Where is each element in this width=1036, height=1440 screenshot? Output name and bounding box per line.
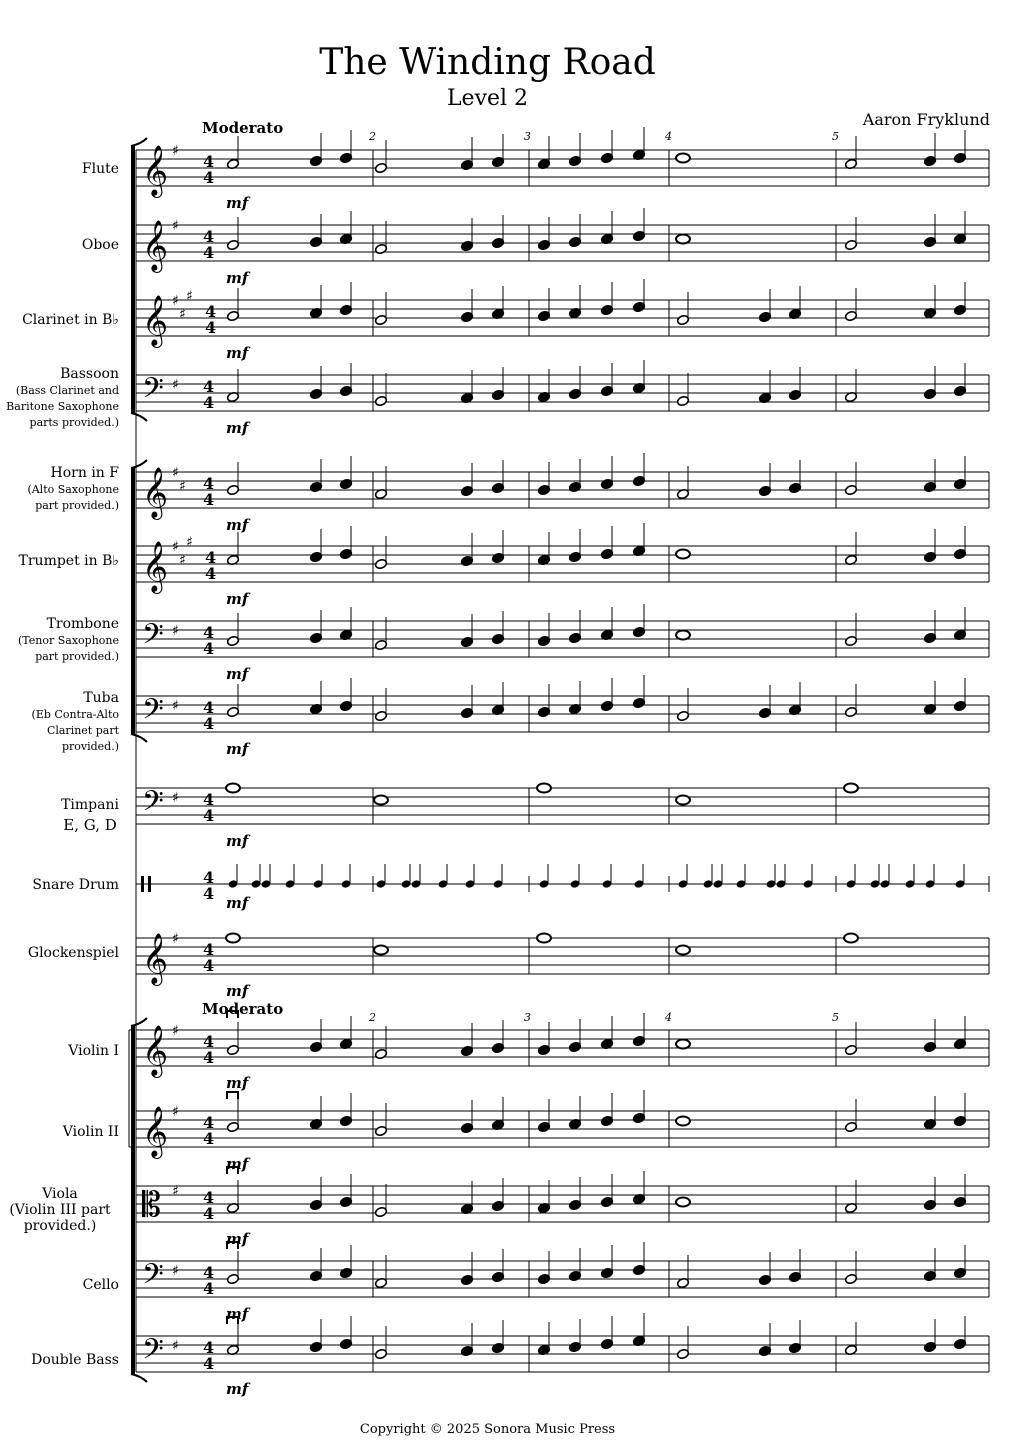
- bracket: [131, 1374, 147, 1382]
- instrument-label-timpani: Timpani E, G, D: [61, 797, 119, 834]
- whole-note: [537, 934, 551, 943]
- time-signature-bottom: 4: [203, 393, 215, 412]
- instrument-label-violin1: Violin I: [68, 1043, 119, 1059]
- instrument-label-snare: Snare Drum: [32, 877, 119, 893]
- time-signature-top: 4: [203, 1113, 215, 1132]
- sharp-icon: ♯: [172, 293, 179, 309]
- instrument-label-double-bass: Double Bass: [31, 1352, 119, 1368]
- composer: Aaron Fryklund: [862, 110, 990, 129]
- measure-number: 4: [665, 1011, 672, 1024]
- score-subtitle: Level 2: [446, 86, 529, 111]
- time-signature-top: 4: [203, 377, 215, 396]
- instrument-label-horn: Horn in F (Alto Saxophone part provided.): [27, 465, 119, 512]
- sharp-icon: ♯: [179, 478, 186, 495]
- dynamic-mf: mf: [226, 1230, 249, 1248]
- dynamic-mf: mf: [226, 894, 249, 912]
- instrument-label-trumpet: Trumpet in B♭: [18, 553, 119, 569]
- sharp-icon: ♯: [172, 623, 179, 639]
- dynamic-mf: mf: [226, 832, 249, 850]
- instrument-label-trombone: Trombone (Tenor Saxophone part provided.): [17, 616, 119, 663]
- whole-note: [676, 1198, 690, 1207]
- instrument-label-bassoon: Bassoon (Bass Clarinet and Baritone Saxophone parts provided.): [6, 366, 119, 429]
- sharp-icon: ♯: [179, 306, 186, 323]
- bracket: [131, 413, 147, 421]
- instrument-label-cello: Cello: [82, 1277, 119, 1293]
- dynamic-mf: mf: [226, 665, 249, 683]
- time-signature-top: 4: [205, 548, 217, 567]
- bass-clef-icon: 𝄢: [142, 785, 164, 825]
- sharp-icon: ♯: [172, 1183, 179, 1200]
- time-signature-bottom: 4: [203, 1129, 215, 1148]
- dynamic-mf: mf: [226, 419, 249, 437]
- whole-note: [676, 631, 690, 640]
- instrument-label-viola: Viola (Violin III part provided.): [9, 1186, 111, 1234]
- treble-clef-icon: 𝄞: [142, 1025, 169, 1076]
- sharp-icon: ♯: [172, 1104, 179, 1120]
- time-signature-top: 4: [203, 474, 215, 493]
- whole-note: [676, 154, 690, 163]
- treble-clef-icon: 𝄞: [142, 295, 169, 346]
- whole-note: [226, 934, 240, 943]
- time-signature-bottom: 4: [203, 243, 215, 262]
- measure-number: 2: [369, 1011, 376, 1024]
- bracket: [131, 1026, 135, 1374]
- dynamic-mf: mf: [226, 344, 249, 362]
- instrument-label-violin2: Violin II: [62, 1124, 119, 1140]
- whole-note: [844, 934, 858, 943]
- dynamic-mf: mf: [226, 516, 249, 534]
- whole-note: [676, 235, 690, 244]
- whole-note: [676, 796, 690, 805]
- sharp-icon: ♯: [172, 790, 179, 806]
- whole-note: [676, 550, 690, 559]
- sharp-icon: ♯: [172, 1023, 179, 1039]
- whole-note: [844, 784, 858, 793]
- sharp-icon: ♯: [172, 698, 179, 714]
- time-signature-bottom: 4: [203, 1354, 215, 1373]
- measure-number: 5: [832, 130, 839, 143]
- time-signature-bottom: 4: [205, 564, 217, 583]
- dynamic-mf: mf: [226, 194, 249, 212]
- bracket: [131, 734, 147, 742]
- score-title: The Winding Road: [319, 42, 656, 83]
- dynamic-mf: mf: [226, 1305, 249, 1323]
- dynamic-mf: mf: [226, 982, 249, 1000]
- time-signature-top: 4: [203, 698, 215, 717]
- sharp-icon: ♯: [179, 552, 186, 569]
- bass-clef-icon: 𝄢: [142, 1258, 164, 1298]
- time-signature-top: 4: [205, 302, 217, 321]
- measure-number: 5: [832, 1011, 839, 1024]
- time-signature-bottom: 4: [205, 318, 217, 337]
- treble-clef-icon: 𝄞: [142, 467, 169, 518]
- sharp-icon: ♯: [172, 465, 179, 481]
- down-bow-icon: [227, 1011, 238, 1018]
- instrument-label-tuba: Tuba (Eb Contra-Alto Clarinet part provided.): [31, 690, 119, 753]
- alto-clef-icon: 𝄡: [142, 1185, 161, 1225]
- time-signature-bottom: 4: [203, 1048, 215, 1067]
- whole-note: [226, 784, 240, 793]
- time-signature-bottom: 4: [203, 714, 215, 733]
- instrument-label-glockenspiel: Glockenspiel: [27, 945, 119, 961]
- bracket: [131, 468, 135, 734]
- time-signature-bottom: 4: [203, 1279, 215, 1298]
- dynamic-mf: mf: [226, 590, 249, 608]
- percussion-clef-icon: [148, 876, 151, 892]
- dynamic-mf: mf: [226, 1155, 249, 1173]
- time-signature-top: 4: [203, 1338, 215, 1357]
- bass-clef-icon: 𝄢: [142, 372, 164, 412]
- time-signature-bottom: 4: [203, 956, 215, 975]
- time-signature-bottom: 4: [203, 806, 215, 825]
- time-signature-top: 4: [203, 1263, 215, 1282]
- copyright: Copyright © 2025 Sonora Music Press: [359, 1422, 616, 1437]
- instrument-label-clarinet: Clarinet in B♭: [22, 312, 119, 328]
- treble-clef-icon: 𝄞: [142, 1106, 169, 1157]
- time-signature-bottom: 4: [203, 1204, 215, 1223]
- sharp-icon: ♯: [172, 377, 179, 393]
- bracket: [131, 146, 135, 413]
- time-signature-top: 4: [203, 227, 215, 246]
- instrument-label-oboe: Oboe: [81, 237, 119, 253]
- sharp-icon: ♯: [172, 931, 179, 947]
- sharp-icon: ♯: [172, 539, 179, 555]
- measure-number: 2: [369, 130, 376, 143]
- sharp-icon: ♯: [172, 143, 179, 159]
- measure-number: 3: [524, 1011, 531, 1024]
- bass-clef-icon: 𝄢: [142, 693, 164, 733]
- whole-note: [676, 1117, 690, 1126]
- whole-note: [374, 796, 388, 805]
- dynamic-mf: mf: [226, 740, 249, 758]
- sharp-icon: ♯: [172, 1338, 179, 1354]
- dynamic-mf: mf: [226, 1074, 249, 1092]
- bass-clef-icon: 𝄢: [142, 618, 164, 658]
- time-signature-top: 4: [203, 623, 215, 642]
- sharp-icon: ♯: [172, 1263, 179, 1279]
- sharp-icon: ♯: [186, 534, 193, 551]
- time-signature-top: 4: [203, 868, 215, 887]
- time-signature-top: 4: [203, 790, 215, 809]
- instrument-label-flute: Flute: [81, 161, 119, 177]
- treble-clef-icon: 𝄞: [142, 220, 169, 271]
- whole-note: [676, 1040, 690, 1049]
- time-signature-top: 4: [203, 1188, 215, 1207]
- percussion-clef-icon: [141, 876, 144, 892]
- whole-note: [537, 784, 551, 793]
- time-signature-top: 4: [203, 1032, 215, 1051]
- dynamic-mf: mf: [226, 1380, 249, 1398]
- time-signature-bottom: 4: [203, 168, 215, 187]
- measure-number: 4: [665, 130, 672, 143]
- time-signature-top: 4: [203, 940, 215, 959]
- tempo-marking-strings: Moderato: [202, 1000, 284, 1018]
- treble-clef-icon: 𝄞: [142, 145, 169, 196]
- tempo-marking-winds: Moderato: [202, 119, 284, 137]
- time-signature-bottom: 4: [203, 490, 215, 509]
- treble-clef-icon: 𝄞: [142, 541, 169, 592]
- sharp-icon: ♯: [172, 218, 179, 234]
- treble-clef-icon: 𝄞: [142, 933, 169, 984]
- whole-note: [374, 946, 388, 955]
- dynamic-mf: mf: [226, 269, 249, 287]
- time-signature-top: 4: [203, 152, 215, 171]
- time-signature-bottom: 4: [203, 884, 215, 903]
- whole-note: [676, 946, 690, 955]
- measure-number: 3: [524, 130, 531, 143]
- time-signature-bottom: 4: [203, 639, 215, 658]
- bass-clef-icon: 𝄢: [142, 1333, 164, 1373]
- sharp-icon: ♯: [186, 288, 193, 305]
- down-bow-icon: [227, 1092, 238, 1099]
